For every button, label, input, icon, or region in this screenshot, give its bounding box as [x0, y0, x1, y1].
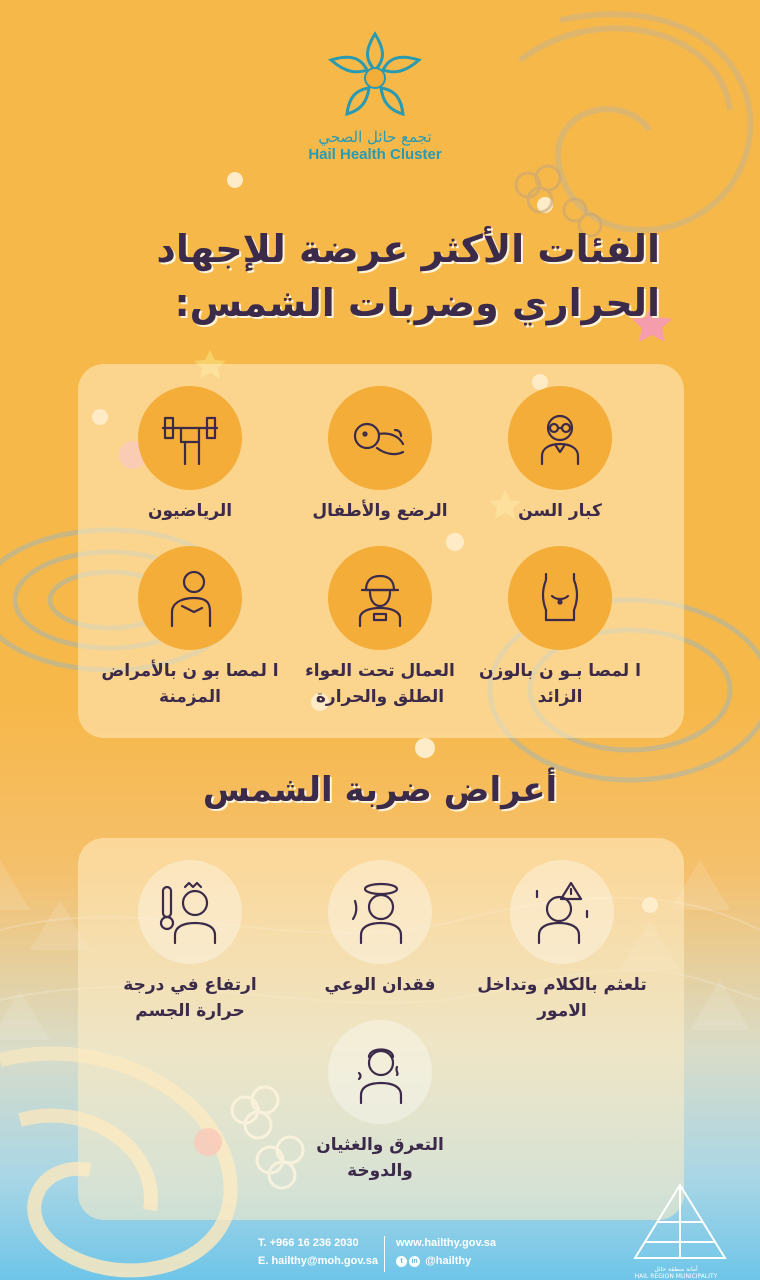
- symptom-label: تلعثم بالكلام وتداخل الامور: [477, 975, 647, 1021]
- elderly-icon: [508, 386, 612, 490]
- social-row: [396, 1252, 496, 1270]
- symptoms-title: أعراض ضربة الشمس: [202, 770, 558, 810]
- group-label: ا لمصا بو ن بالأمراض المزمنة: [101, 661, 279, 707]
- symptom-confusion: [472, 860, 652, 1024]
- dizziness-icon: [328, 860, 432, 964]
- municipality-logo-icon: [630, 1180, 730, 1260]
- footer-divider: [384, 1236, 385, 1272]
- athlete-icon: [138, 386, 242, 490]
- symptom-label: فقدان الوعي: [324, 975, 436, 995]
- group-outdoor-workers: [290, 546, 470, 710]
- overweight-icon: [508, 546, 612, 650]
- municipality-english: HAIL REGION MUNICIPALITY: [634, 1273, 718, 1280]
- fever-icon: [138, 860, 242, 964]
- symptom-sweating-nausea: [290, 1020, 470, 1184]
- symptoms-panel: [78, 838, 684, 1220]
- baby-icon: [328, 386, 432, 490]
- municipality-name: [616, 1266, 736, 1280]
- contact-info: [258, 1234, 378, 1270]
- twitter-icon[interactable]: t: [396, 1256, 407, 1267]
- group-label: الرضع والأطفال: [312, 501, 448, 521]
- symptom-label: التعرق والغثيان والدوخة: [316, 1135, 444, 1181]
- chronic-patient-icon: [138, 546, 242, 650]
- footer: [0, 1220, 760, 1280]
- hail-health-cluster-logo: [290, 30, 460, 163]
- phone-number: T. +966 16 236 2030: [258, 1237, 359, 1249]
- group-overweight: [470, 546, 650, 710]
- group-elderly: [470, 386, 650, 524]
- linkedin-icon[interactable]: in: [409, 1256, 420, 1267]
- symptom-label: ارتفاع في درجة حرارة الجسم: [123, 975, 257, 1021]
- email-address[interactable]: E. hailthy@moh.gov.sa: [258, 1255, 378, 1267]
- website-link[interactable]: www.hailthy.gov.sa: [396, 1237, 497, 1249]
- group-label: العمال تحت العواء الطلق والحرارة: [305, 661, 455, 707]
- municipality-arabic: أمانة منطقة حائل: [654, 1266, 698, 1273]
- web-info: [396, 1234, 496, 1270]
- group-label: الرياضيون: [147, 501, 233, 521]
- risk-groups-panel: [78, 364, 684, 738]
- star-flower-logo-icon: [325, 30, 425, 120]
- worker-icon: [328, 546, 432, 650]
- group-label: كبار السن: [518, 501, 602, 521]
- symptom-loss-of-consciousness: [290, 860, 470, 998]
- group-label: ا لمصا بـو ن بالوزن الزائد: [479, 661, 641, 707]
- sweating-icon: [328, 1020, 432, 1124]
- logo-arabic-text: تجمع حائل الصحي: [318, 128, 432, 146]
- group-chronic-patients: [100, 546, 280, 710]
- group-infants: [290, 386, 470, 524]
- group-athletes: [100, 386, 280, 524]
- logo-english-text: Hail Health Cluster: [308, 146, 442, 163]
- page-title: الفئات الأكثر عرضة للإجهاد الحراري وضربات الشمس:: [156, 227, 660, 325]
- confusion-icon: [510, 860, 614, 964]
- social-handle[interactable]: @hailthy: [425, 1255, 472, 1267]
- symptom-high-temperature: [100, 860, 280, 1024]
